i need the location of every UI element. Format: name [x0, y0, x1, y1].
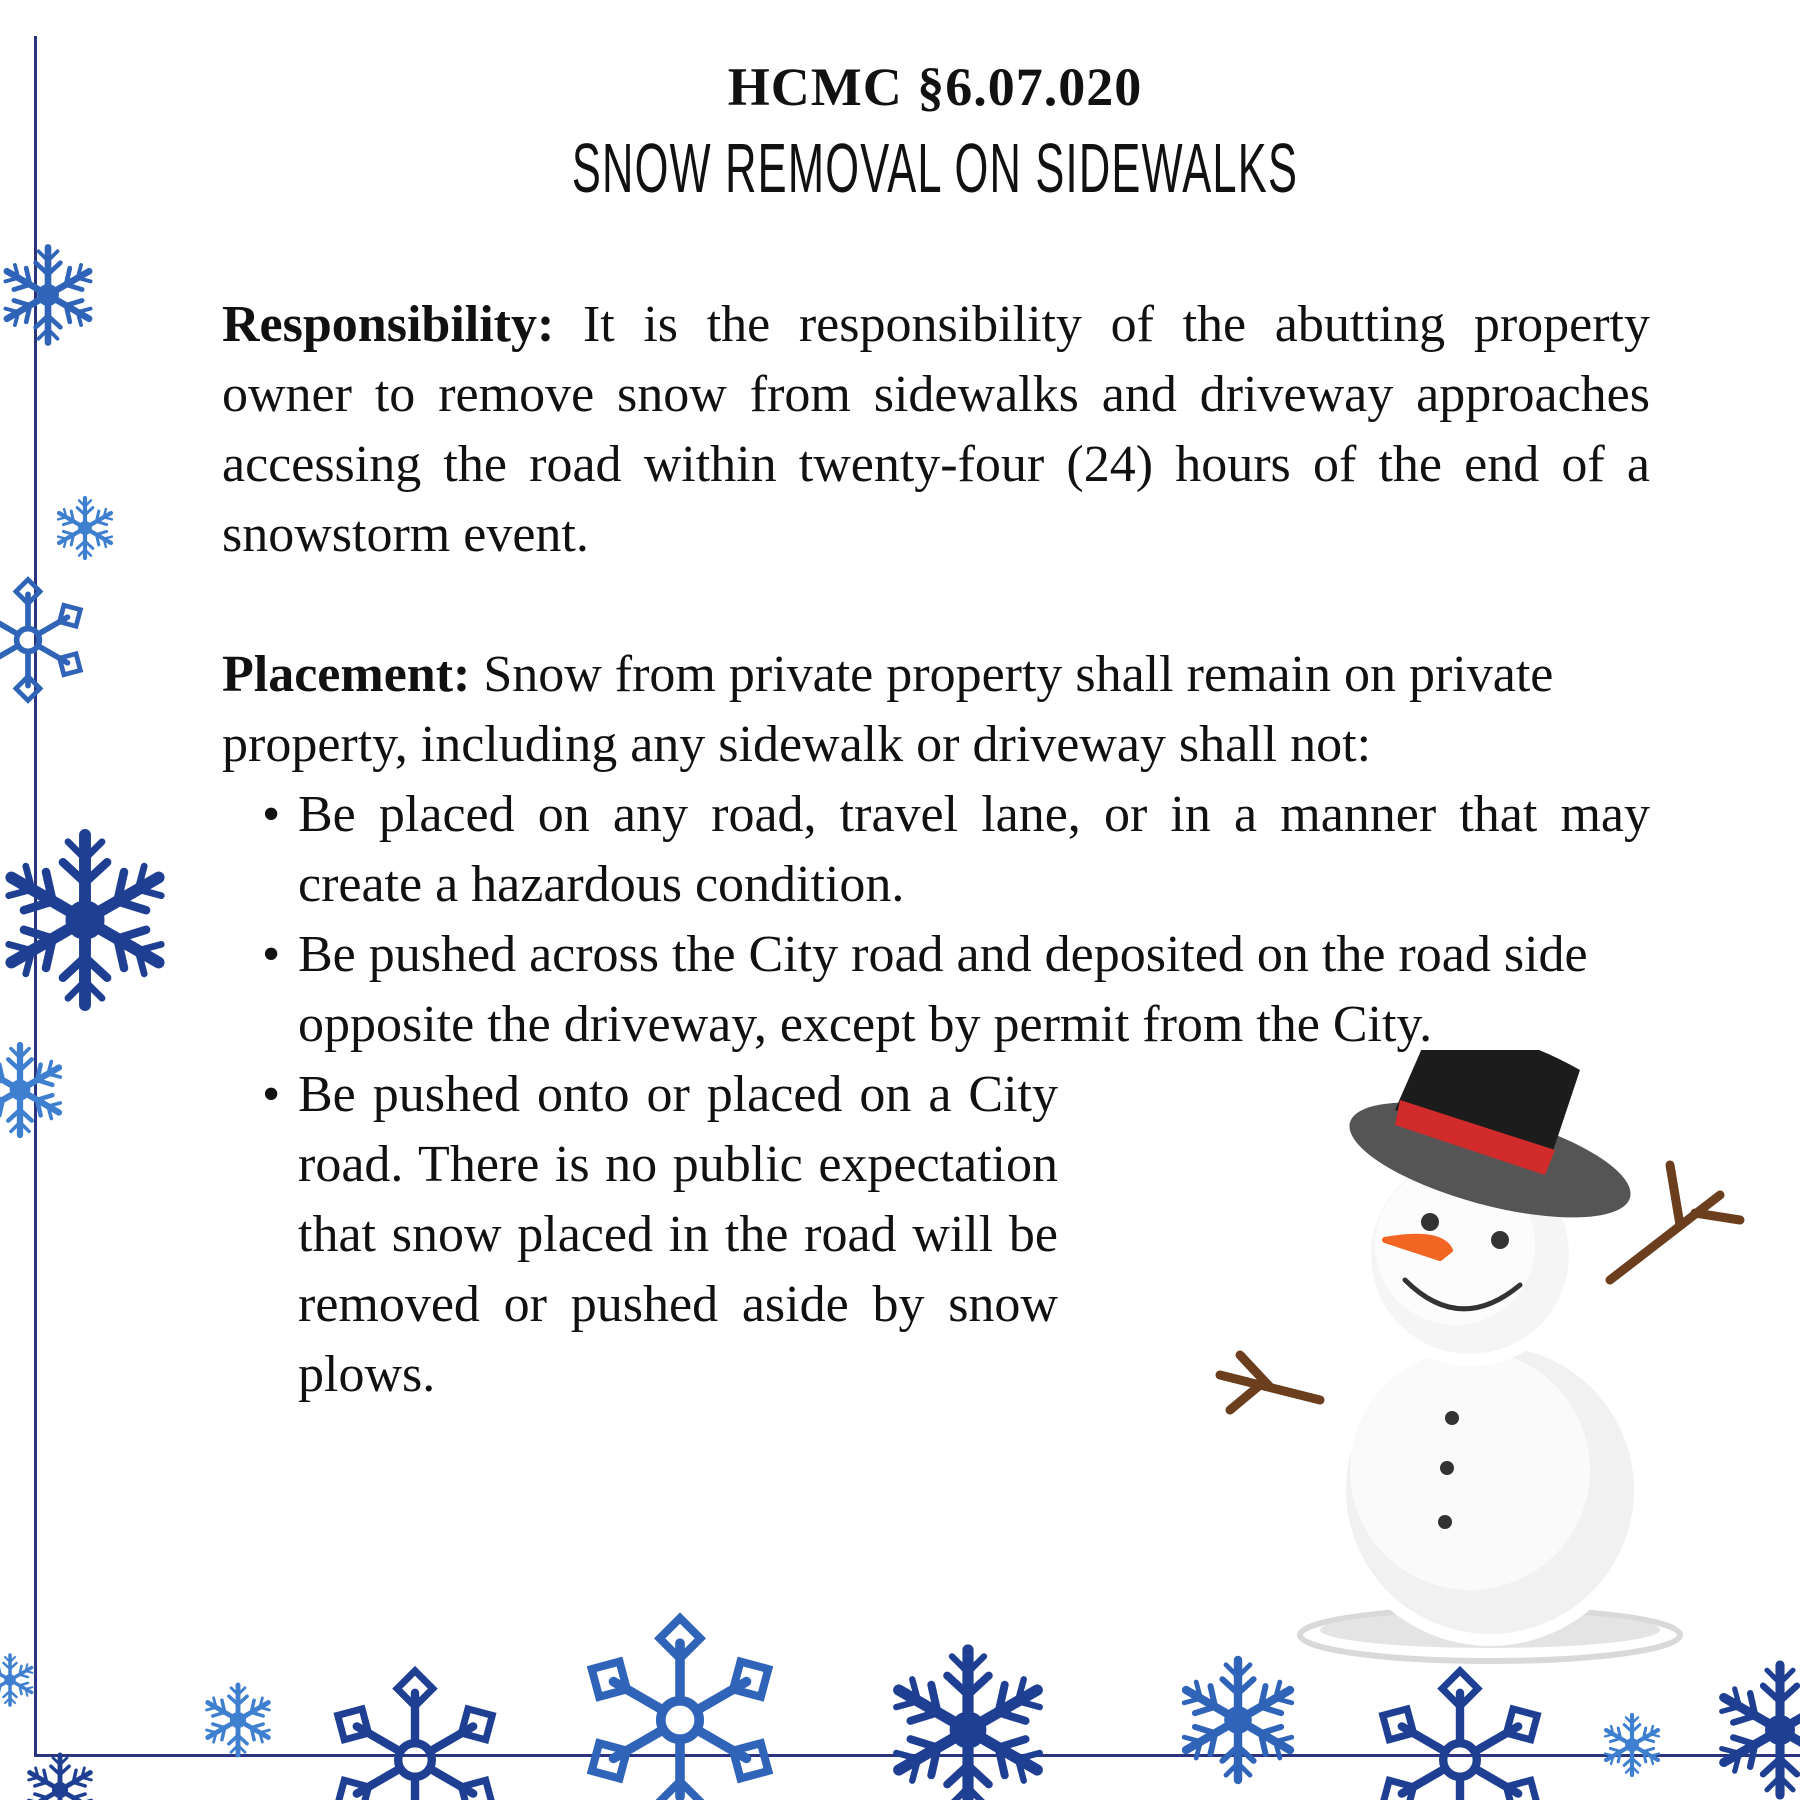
snowflake-icon	[0, 1655, 35, 1705]
snowflake-icon	[0, 1045, 65, 1135]
snowflake-icon	[329, 1671, 501, 1800]
responsibility-label: Responsibility:	[222, 296, 555, 353]
snowflake-icon	[1178, 1660, 1298, 1780]
eye-icon	[1491, 1231, 1509, 1249]
page-title: SNOW REMOVAL ON SIDEWALKS	[571, 129, 1299, 207]
bullet-text: Be placed on any road, travel lane, or in a manner that may create a hazardous condition.	[298, 786, 1650, 913]
button-icon	[1445, 1411, 1459, 1425]
list-item	[258, 1060, 1058, 1410]
bullet-glyph: •	[262, 926, 281, 983]
button-icon	[1438, 1515, 1452, 1529]
ordinance-code: HCMC §6.07.020	[727, 57, 1143, 117]
snowflake-icon	[0, 835, 169, 1005]
bottom-border-line	[34, 1754, 1800, 1757]
bullet-glyph: •	[262, 786, 281, 843]
snowflake-icon	[888, 1650, 1047, 1800]
responsibility-text: It is the responsibility of the abutting property owner to remove snow from sidewalks and driveway approaches accessing the road within twenty-four (24) hours of the end of a snowstorm event.	[222, 296, 1650, 563]
snowflake-icon	[1602, 1715, 1662, 1775]
placement-text: Snow from private property shall remain on private property, including any sidewalk or driveway shall not:	[222, 646, 1554, 773]
placement-paragraph	[222, 640, 1650, 780]
placement-label: Placement:	[222, 646, 471, 703]
snowflake-icon	[25, 1755, 95, 1800]
snowflake-icon	[582, 1618, 779, 1800]
snowman-illustration	[1200, 1050, 1760, 1670]
left-border-line	[34, 36, 37, 1756]
responsibility-paragraph	[222, 290, 1650, 570]
snowflake-icon	[203, 1685, 273, 1755]
button-icon	[1440, 1461, 1454, 1475]
eye-icon	[1421, 1213, 1439, 1231]
snowflake-icon	[1715, 1665, 1800, 1795]
snowflake-icon	[1374, 1671, 1546, 1800]
snowflake-icon	[1, 248, 96, 343]
left-arm-icon	[1220, 1355, 1320, 1410]
snowflake-icon	[0, 579, 86, 700]
snowflake-icon	[55, 498, 115, 558]
list-item	[258, 780, 1650, 920]
bullet-text: Be pushed across the City road and deposited on the road side opposite the driveway, except by permit from the City.	[298, 926, 1588, 1053]
bullet-text: Be pushed onto or placed on a City road. There is no public expectation that snow placed in the road will be removed or pushed aside by snow plows.	[298, 1066, 1058, 1403]
right-arm-icon	[1610, 1165, 1740, 1280]
bullet-glyph: •	[262, 1066, 281, 1123]
list-item	[258, 920, 1650, 1060]
